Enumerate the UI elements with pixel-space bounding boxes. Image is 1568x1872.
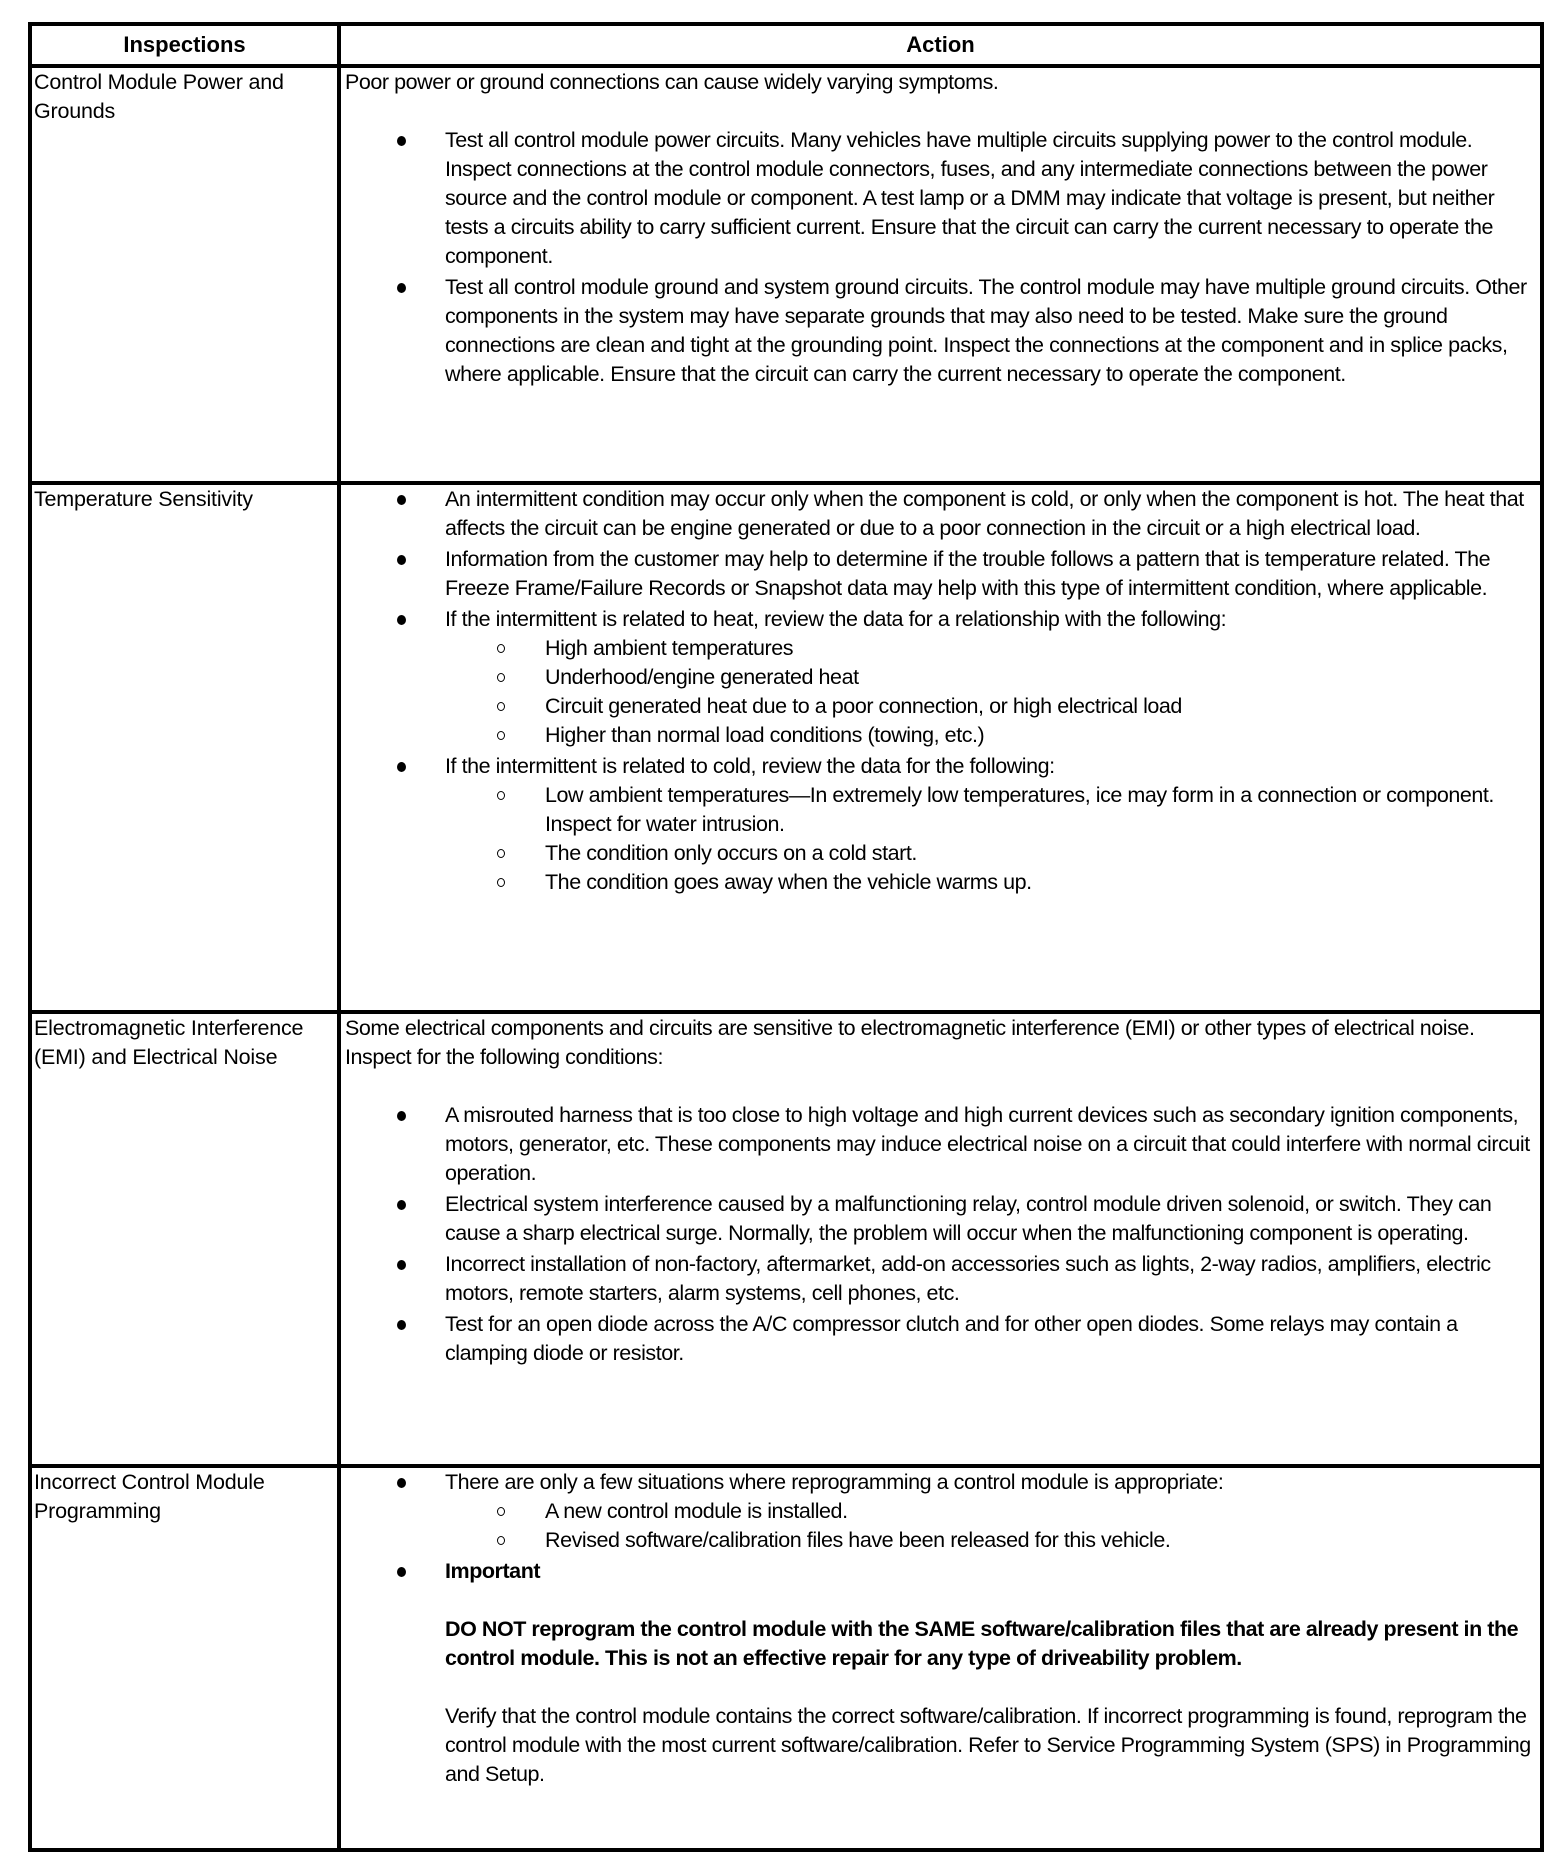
circle-bullet-icon: [497, 849, 505, 858]
list-item: If the intermittent is related to cold, review the data for the following: Low ambient temperatures—In extremely low temperatures, ice may form in a connection or component. Inspect for water intrusion. The condition only occurs on a cold start. The condition goes away when the vehicle warms up.: [345, 752, 1534, 897]
action-cell: [345, 1014, 1534, 1370]
inspection-label: Electromagnetic Interference (EMI) and Electrical Noise: [34, 1016, 304, 1069]
bullet-icon: [397, 1111, 406, 1121]
bullet-icon: [397, 1200, 406, 1210]
sub-item: Underhood/engine generated heat: [345, 663, 1534, 692]
bullet-list: [345, 485, 1534, 897]
inspection-label: Temperature Sensitivity: [34, 487, 253, 511]
list-item: Test all control module ground and system ground circuits. The control module may have multiple ground circuits. Other components in the system may have separate grounds that may also need to be tested. Make sure the ground connections are clean and tight at the grounding point. Inspect the connections at the component and in splice packs, where applicable. Ensure that the circuit can carry the current necessary to operate the component.: [345, 273, 1534, 389]
sub-list: [445, 1497, 1534, 1555]
bullet-icon: [397, 1320, 406, 1330]
list-item: Test all control module power circuits. Many vehicles have multiple circuits supplying power to the control module. Inspect connections at the control module connectors, fuses, and any intermediate connections between the power source and the control module or component. A test lamp or a DMM may indicate that voltage is present, but neither tests a circuits ability to carry sufficient current. Ensure that the circuit can carry the current necessary to operate the component.: [345, 126, 1534, 271]
table-row-temperature: [32, 485, 1540, 1010]
list-item: A misrouted harness that is too close to high voltage and high current devices such as secondary ignition components, motors, generator, etc. These components may induce electrical noise on a circuit that could interfere with normal circuit operation.: [345, 1101, 1534, 1188]
action-cell: [345, 68, 1534, 391]
bullet-icon: [397, 136, 406, 146]
circle-bullet-icon: [497, 702, 505, 711]
sub-item: Circuit generated heat due to a poor connection, or high electrical load: [345, 692, 1534, 721]
list-item: Information from the customer may help to determine if the trouble follows a pattern that is temperature related. The Freeze Frame/Failure Records or Snapshot data may help with this type of intermittent condition, where applicable.: [345, 545, 1534, 603]
bullet-list: [345, 1468, 1534, 1789]
inspection-label: Incorrect Control Module Programming: [34, 1470, 265, 1523]
list-item: [345, 1557, 1534, 1789]
circle-bullet-icon: [497, 644, 505, 653]
bullet-icon: [397, 495, 406, 505]
bullet-icon: [397, 1567, 406, 1577]
header-action: Action: [906, 32, 975, 57]
list-item: If the intermittent is related to heat, review the data for a relationship with the following: High ambient temperatures Underhood/engine generated heat Circuit generated heat due to a poor connection, or high electrical load Higher than normal load conditions (towing, etc.): [345, 605, 1534, 750]
table-row-power-grounds: [32, 68, 1540, 481]
action-cell: [345, 485, 1534, 899]
table-row-emi: [32, 1014, 1540, 1464]
sub-item: Higher than normal load conditions (towing, etc.): [345, 721, 1534, 750]
bullet-list: [345, 1101, 1534, 1368]
sub-item: The condition only occurs on a cold start.: [345, 839, 1534, 868]
circle-bullet-icon: [497, 1536, 505, 1545]
bullet-icon: [397, 615, 406, 625]
header-inspections: Inspections: [123, 32, 246, 57]
bullet-icon: [397, 762, 406, 772]
circle-bullet-icon: [497, 791, 505, 800]
important-label: Important: [445, 1559, 541, 1583]
sub-item: Revised software/calibration files have been released for this vehicle.: [345, 1526, 1534, 1555]
bullet-list: [345, 126, 1534, 389]
warning-text: DO NOT reprogram the control module with the SAME software/calibration files that are already present in the control module. This is not an effective repair for any type of driveability problem.: [445, 1617, 1519, 1670]
inspection-label: Control Module Power and Grounds: [34, 70, 284, 123]
list-item: Test for an open diode across the A/C compressor clutch and for other open diodes. Some relays may contain a clamping diode or resistor.: [345, 1310, 1534, 1368]
circle-bullet-icon: [497, 1507, 505, 1516]
sub-item: High ambient temperatures: [345, 634, 1534, 663]
list-item: An intermittent condition may occur only when the component is cold, or only when the component is hot. The heat that affects the circuit can be engine generated or due to a poor connection in the circuit or a high electrical load.: [345, 485, 1534, 543]
table-row-programming: [32, 1468, 1540, 1848]
list-item: Incorrect installation of non-factory, aftermarket, add-on accessories such as lights, 2-way radios, amplifiers, electric motors, remote starters, alarm systems, cell phones, etc.: [345, 1250, 1534, 1308]
inspections-table: [28, 22, 1544, 1852]
note-text: Verify that the control module contains the correct software/calibration. If incorrect programming is found, reprogram the control module with the most current software/calibration. Refer to Service Programming System (SPS) in Programming and Setup.: [445, 1704, 1531, 1786]
intro-text: Some electrical components and circuits are sensitive to electromagnetic interference (EMI) or other types of electrical noise. Inspect for the following conditions:: [345, 1016, 1475, 1069]
list-item: There are only a few situations where reprogramming a control module is appropriate: A new control module is installed. Revised software/calibration files have been released for this vehicle.: [345, 1468, 1534, 1555]
sub-item: Low ambient temperatures—In extremely low temperatures, ice may form in a connection or component. Inspect for water intrusion.: [345, 781, 1534, 839]
circle-bullet-icon: [497, 878, 505, 887]
sub-list: [445, 634, 1534, 750]
bullet-icon: [397, 1478, 406, 1488]
bullet-icon: [397, 283, 406, 293]
sub-list: [445, 781, 1534, 897]
circle-bullet-icon: [497, 673, 505, 682]
action-cell: [345, 1468, 1534, 1791]
sub-item: A new control module is installed.: [345, 1497, 1534, 1526]
bullet-icon: [397, 1260, 406, 1270]
intro-text: Poor power or ground connections can cause widely varying symptoms.: [345, 70, 999, 94]
bullet-icon: [397, 555, 406, 565]
sub-item: The condition goes away when the vehicle warms up.: [345, 868, 1534, 897]
list-item: Electrical system interference caused by a malfunctioning relay, control module driven solenoid, or switch. They can cause a sharp electrical surge. Normally, the problem will occur when the malfunctioning component is operating.: [345, 1190, 1534, 1248]
circle-bullet-icon: [497, 731, 505, 740]
